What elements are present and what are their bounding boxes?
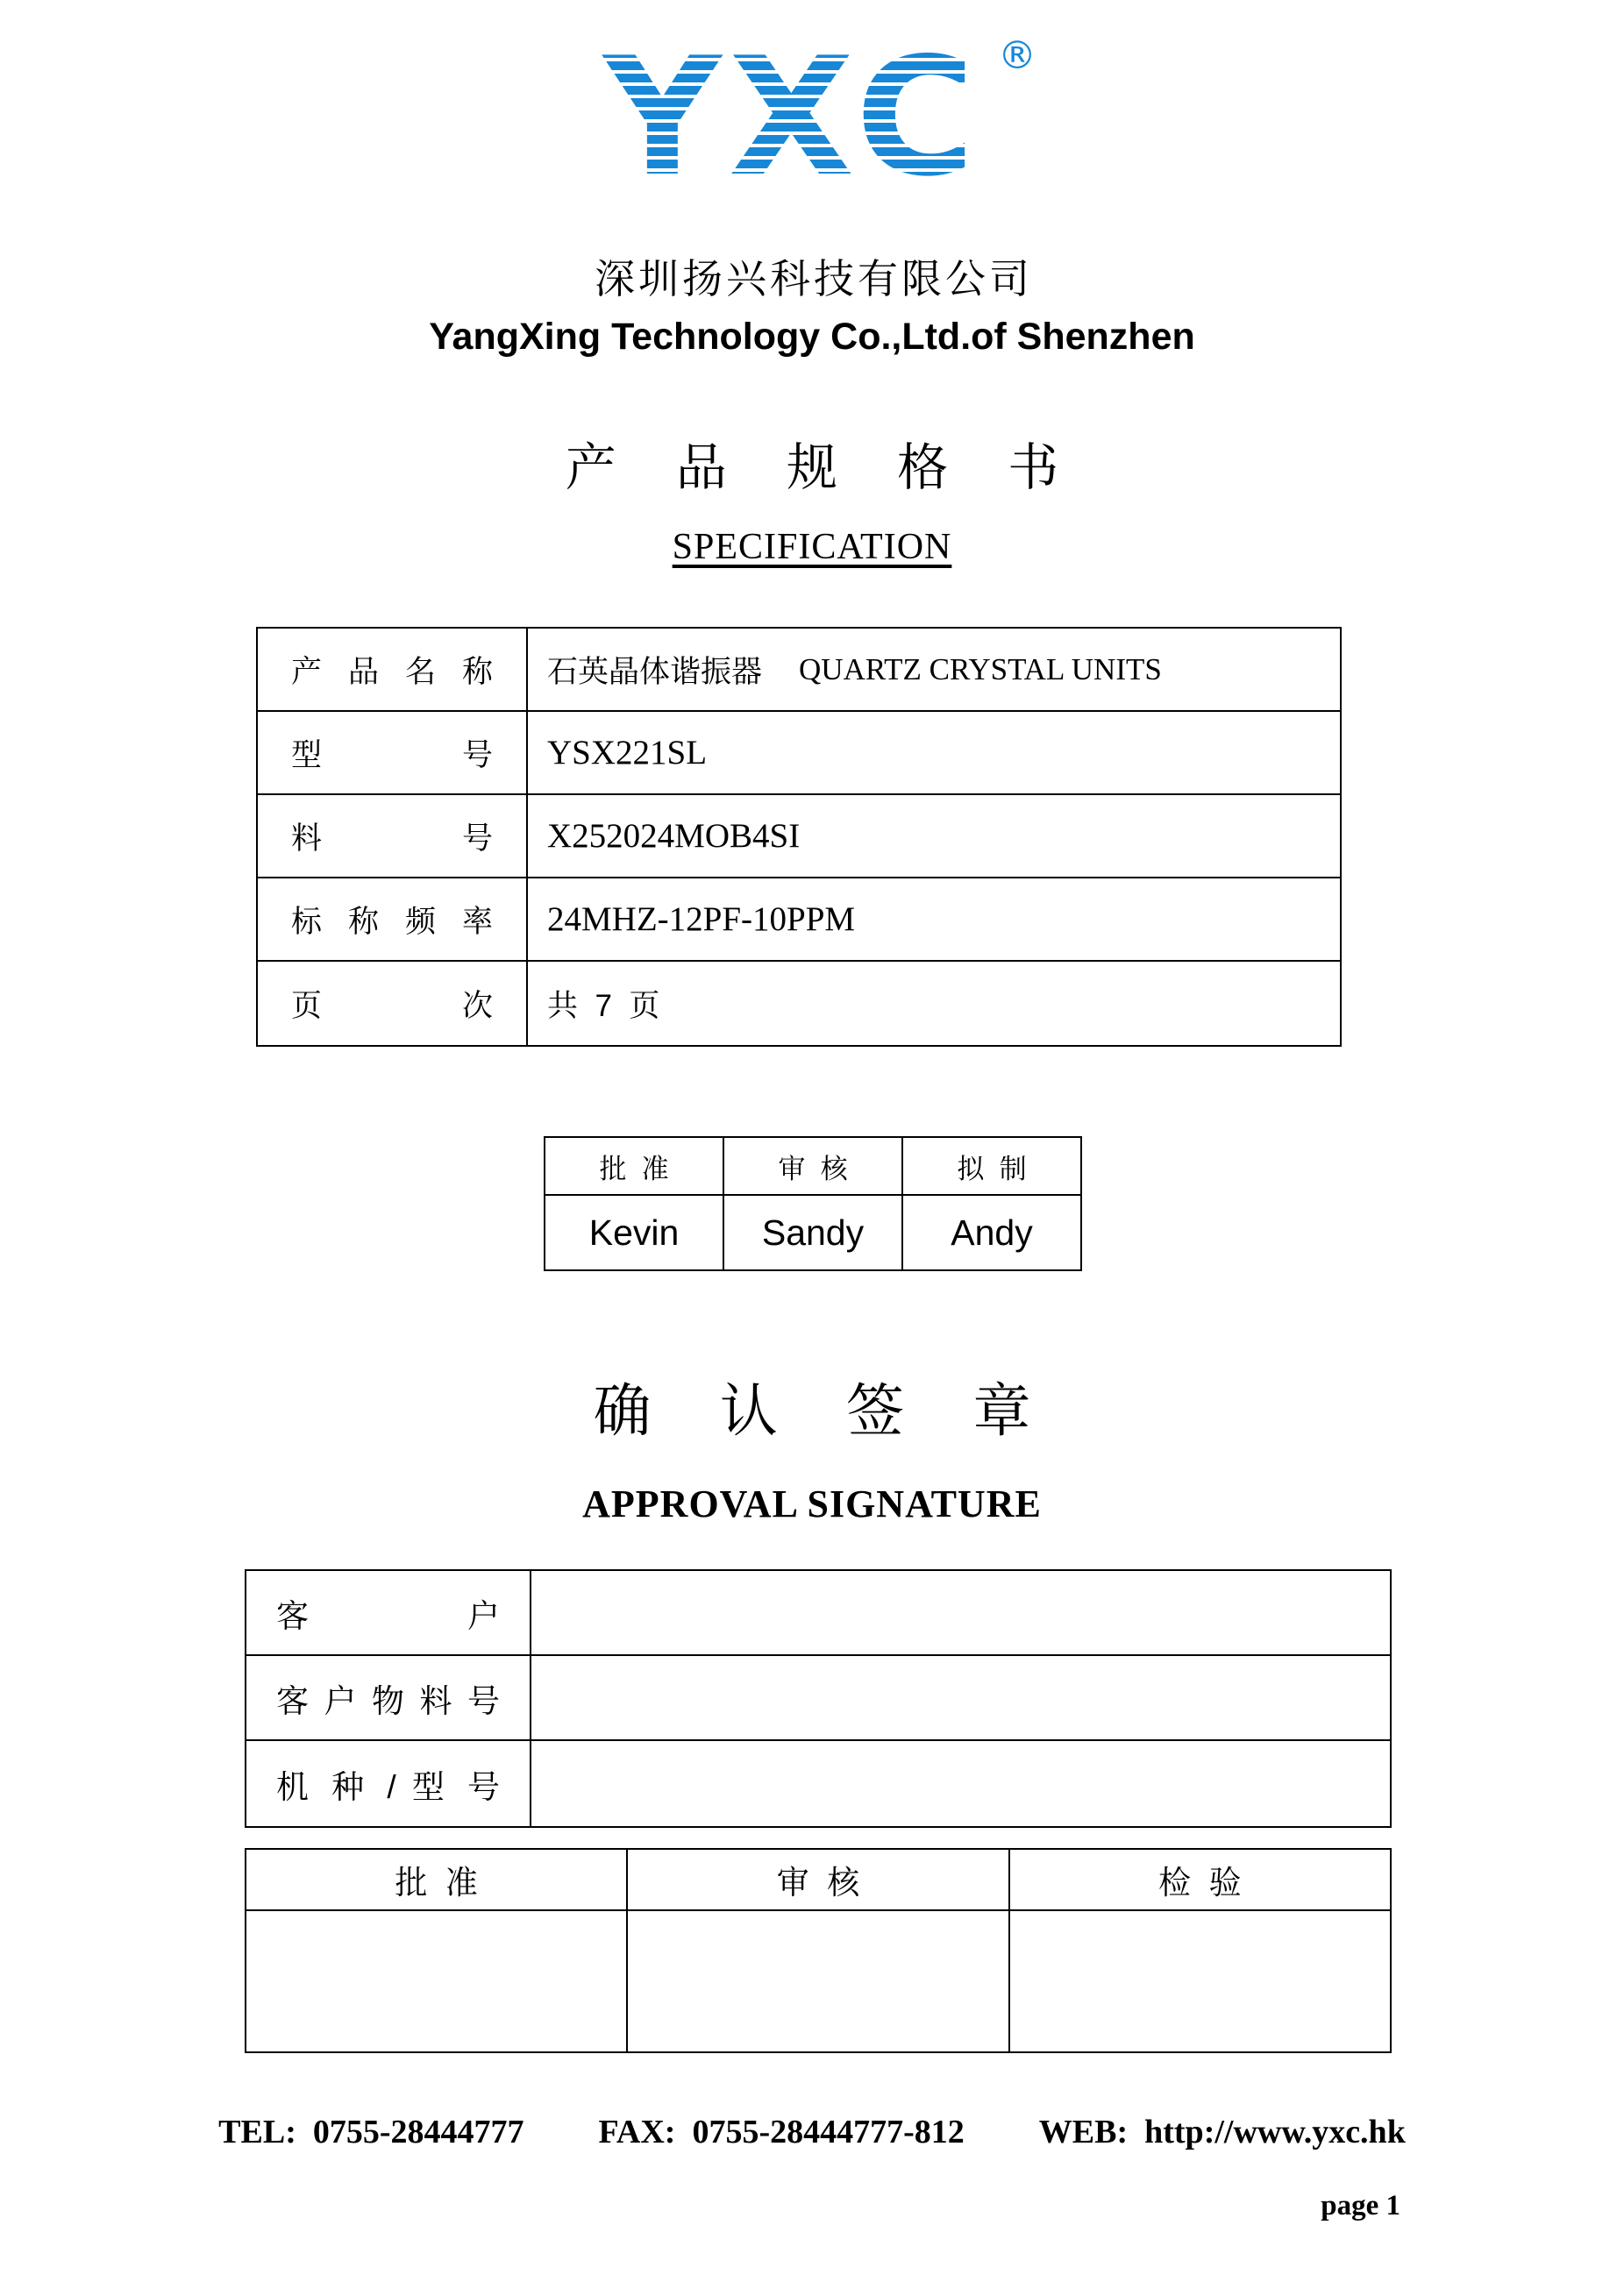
footer-tel: TEL: 0755-28444777 (218, 2114, 524, 2150)
row-label (246, 1571, 531, 1654)
row-label-text: 客 户 物 料 号 (276, 1682, 500, 1719)
row-label-text: 产 品 名 称 (291, 654, 493, 689)
signature-title-en: APPROVAL SIGNATURE (582, 1482, 1042, 1525)
table-row (258, 795, 1340, 878)
row-label (246, 1741, 531, 1826)
model-number-value: YSX221SL (547, 734, 708, 771)
row-label (258, 795, 528, 877)
table-row (258, 962, 1340, 1045)
customer-value-cell (531, 1571, 1390, 1654)
drafter-name: Andy (951, 1212, 1033, 1253)
page-number: page 1 (1321, 2190, 1400, 2221)
doc-title-cn: 产 品 规 格 书 (565, 439, 1082, 496)
registered-trademark-icon: ® (998, 33, 1036, 78)
row-label (258, 962, 528, 1045)
company-name-en: YangXing Technology Co.,Ltd.of Shenzhen (429, 316, 1195, 358)
approval-value-row (545, 1196, 1080, 1269)
check-header-review: 审 核 (628, 1850, 1009, 1909)
check-signature-row (246, 1911, 1390, 2051)
table-row (246, 1656, 1390, 1741)
row-label (258, 712, 528, 793)
product-name-cn: 石英晶体谐振器 (547, 654, 763, 689)
approval-header-draft: 拟 制 (957, 1153, 1027, 1184)
row-label-text: 客 户 (276, 1597, 500, 1634)
row-label (246, 1656, 531, 1739)
check-table (245, 1848, 1392, 2053)
product-name-en: QUARTZ CRYSTAL UNITS (799, 651, 1162, 686)
logo-container (584, 25, 1040, 213)
footer-web: WEB: http://www.yxc.hk (1038, 2114, 1406, 2150)
row-label (258, 878, 528, 960)
yxc-logo (584, 25, 1040, 209)
row-value (528, 629, 1340, 710)
customer-table (245, 1569, 1392, 1828)
table-row (258, 878, 1340, 962)
footer-fax: FAX: 0755-28444777-812 (598, 2114, 965, 2150)
row-label-text: 料 号 (291, 821, 493, 856)
doc-title-en: SPECIFICATION (672, 527, 952, 567)
nominal-frequency-value: 24MHZ-12PF-10PPM (547, 900, 856, 938)
table-row (258, 629, 1340, 712)
approval-header-approve: 批 准 (545, 1138, 724, 1194)
footer-contact (0, 2113, 1624, 2151)
logo-text: YXC (603, 25, 982, 209)
row-label-text: 页 次 (291, 988, 493, 1023)
machine-model-cell (531, 1741, 1390, 1826)
company-name-cn: 深圳扬兴科技有限公司 (595, 256, 1033, 302)
customer-part-number-cell (531, 1656, 1390, 1739)
check-inspect-cell (1010, 1911, 1390, 2051)
check-review-cell (628, 1911, 1009, 2051)
row-label (258, 629, 528, 710)
approval-header-review: 审 核 (724, 1138, 903, 1194)
part-number-value: X252024MOB4SI (547, 817, 801, 855)
check-header-approve: 批 准 (246, 1850, 628, 1909)
row-label-text: 型 号 (291, 737, 493, 772)
row-label-text: 标 称 频 率 (291, 904, 493, 939)
page-count-value: 共 7 页 (547, 988, 660, 1023)
approver-name: Kevin (545, 1196, 724, 1269)
table-row (246, 1571, 1390, 1656)
approval-table (544, 1136, 1082, 1271)
table-row (246, 1741, 1390, 1826)
approval-header-row (545, 1138, 1080, 1196)
check-header-inspect: 检 验 (1158, 1865, 1242, 1901)
reviewer-name: Sandy (724, 1196, 903, 1269)
spec-table (256, 627, 1342, 1047)
check-approve-cell (246, 1911, 628, 2051)
row-label-text: 机 种 / 型 号 (276, 1768, 500, 1805)
signature-title-cn: 确 认 签 章 (593, 1378, 1058, 1443)
check-header-row (246, 1850, 1390, 1911)
table-row (258, 712, 1340, 795)
